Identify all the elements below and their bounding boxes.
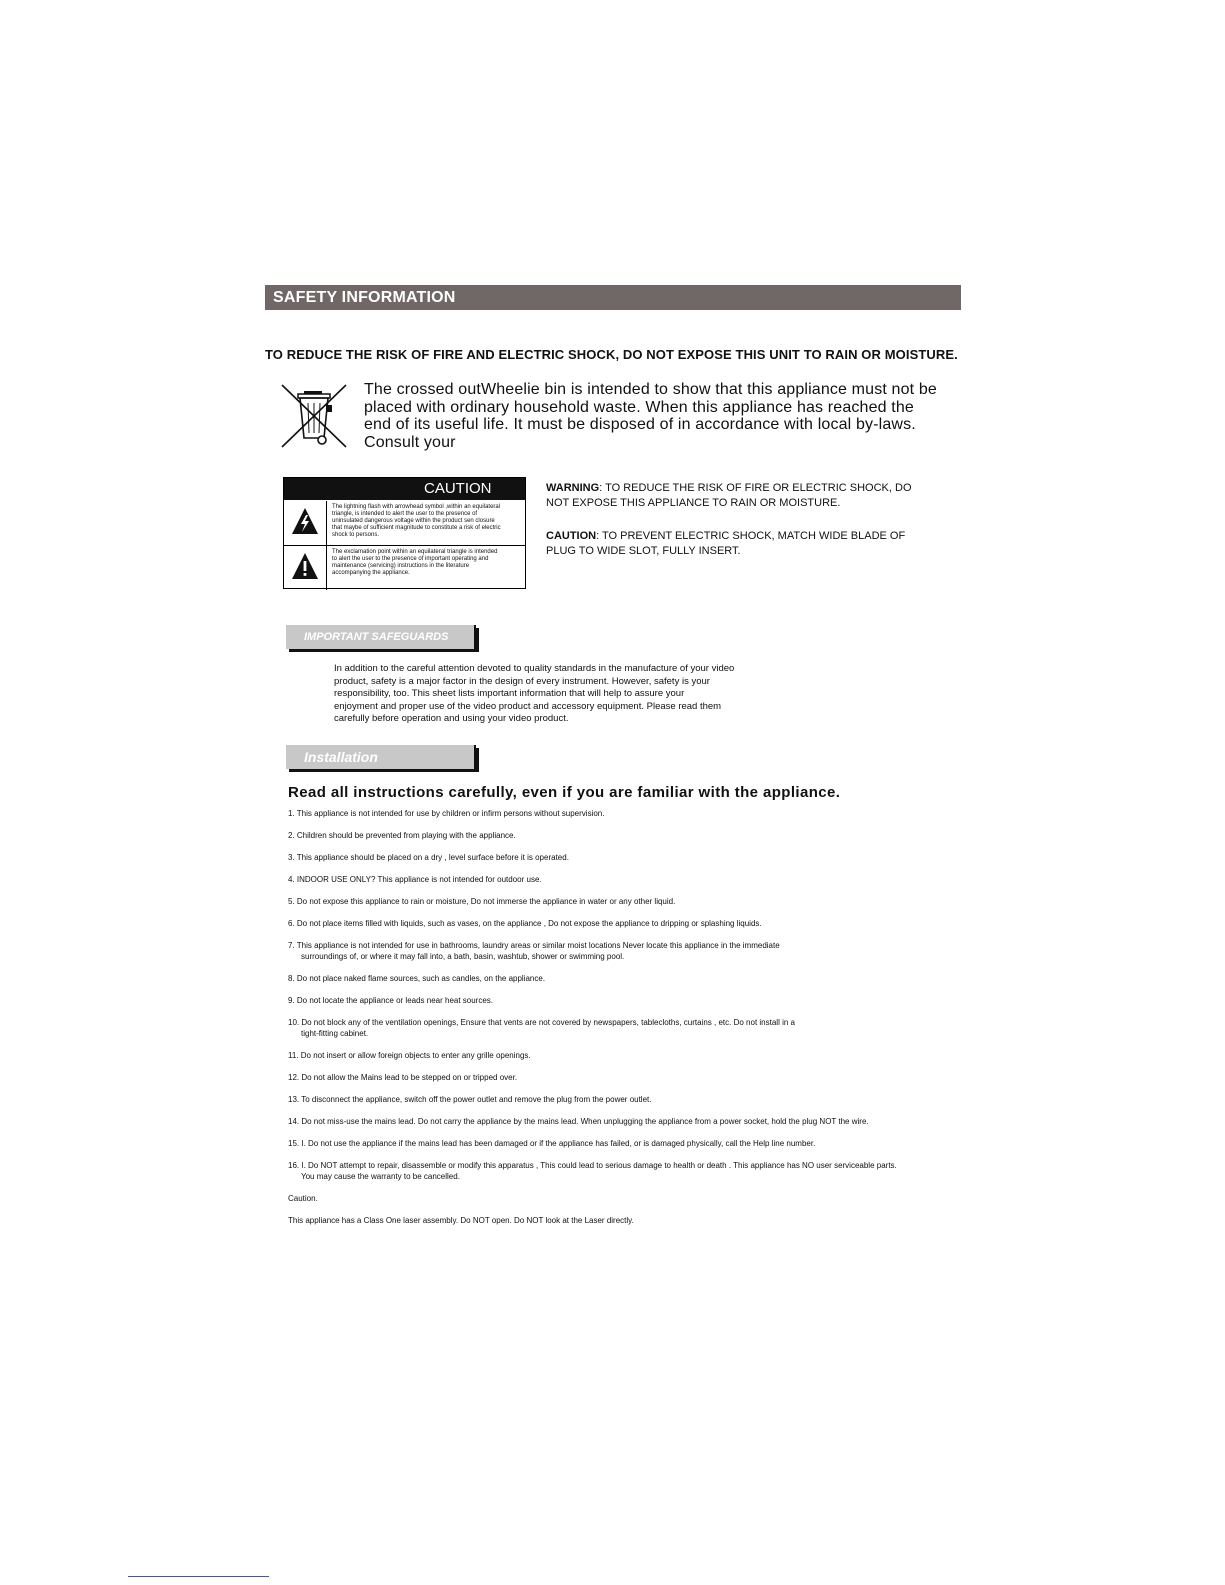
- installation-heading: Installation: [286, 745, 476, 769]
- list-item: 14. Do not miss-use the mains lead. Do not carry the appliance by the mains lead. When unplugging the appliance from a power socket, hold the plug NOT the wire.: [288, 1117, 869, 1126]
- section-header: SAFETY INFORMATION: [265, 285, 961, 310]
- read-instructions-heading: Read all instructions carefully, even if you are familiar with the appliance.: [288, 784, 841, 801]
- warning-statement: WARNING: TO REDUCE THE RISK OF FIRE OR ELECTRIC SHOCK, DO NOT EXPOSE THIS APPLIANCE TO RAIN OR MOISTURE.: [546, 482, 912, 509]
- footer-rule: [128, 1576, 269, 1577]
- list-item: This appliance has a Class One laser assembly. Do NOT open. Do NOT look at the Laser directly.: [288, 1216, 634, 1225]
- list-item: 1. This appliance is not intended for use by children or infirm persons without supervision.: [288, 809, 605, 818]
- caution-statement: CAUTION: TO PREVENT ELECTRIC SHOCK, MATCH WIDE BLADE OF PLUG TO WIDE SLOT, FULLY INSERT.: [546, 530, 906, 557]
- lightning-warning-triangle-icon: [291, 507, 319, 535]
- caution-row-lightning: [284, 501, 525, 546]
- weee-line: placed with ordinary household waste. When this appliance has reached the: [364, 398, 914, 416]
- weee-line: The crossed outWheelie bin is intended to show that this appliance must not be: [364, 381, 937, 398]
- list-item: 9. Do not locate the appliance or leads near heat sources.: [288, 996, 494, 1005]
- exclamation-description: The exclamation point within an equilateral triangle is intended to alert the user to the presence of important operating and maintenance (servicing) instructions in the literature accompanying the appliance.: [332, 549, 498, 576]
- main-warning-text: TO REDUCE THE RISK OF FIRE AND ELECTRIC SHOCK, DO NOT EXPOSE THIS UNIT TO RAIN OR MOISTURE.: [265, 347, 958, 362]
- caution-box-title: CAUTION: [284, 478, 525, 500]
- important-safeguards-heading: IMPORTANT SAFEGUARDS: [286, 625, 476, 649]
- list-item: 2. Children should be prevented from playing with the appliance.: [288, 831, 516, 840]
- exclamation-warning-triangle-icon: [291, 552, 319, 580]
- safeguards-paragraph: In addition to the careful attention devoted to quality standards in the manufacture of your video product, safety is a major factor in the design of every instrument. However, safety is your responsibility, too. This sheet lists important information that will help to assure your enjoyment and proper use of the video product and accessory equipment. Please read them carefully before operation and using your video product.: [334, 663, 735, 725]
- lightning-description: The lightning flash with arrowhead symbol ,within an equilateral triangle, is intended to alert the user to the presence of uninsulated dangerous voltage within the product sen closure that maybe of sufficient magnitude to constitute a risk of electric shock to persons.: [332, 504, 501, 538]
- weee-line: Consult your: [364, 433, 456, 451]
- list-item: 5. Do not expose this appliance to rain or moisture, Do not immerse the appliance in water or any other liquid.: [288, 897, 676, 906]
- crossed-out-wheelie-bin-icon: [280, 383, 350, 449]
- list-item: 13. To disconnect the appliance, switch off the power outlet and remove the plug from the power outlet.: [288, 1095, 652, 1104]
- list-item: 4. INDOOR USE ONLY? This appliance is not intended for outdoor use.: [288, 875, 542, 884]
- list-item: 3. This appliance should be placed on a dry , level surface before it is operated.: [288, 853, 569, 862]
- list-item: 12. Do not allow the Mains lead to be stepped on or tripped over.: [288, 1073, 518, 1082]
- caution-row-exclamation: [284, 546, 525, 590]
- list-item: 11. Do not insert or allow foreign objects to enter any grille openings.: [288, 1051, 531, 1060]
- caution-label-box: [283, 477, 526, 589]
- list-item: 16. I. Do NOT attempt to repair, disassemble or modify this apparatus , This could lead to serious damage to health or death . This appliance has NO user serviceable parts. You may cause the warranty to be cancelled.: [288, 1161, 897, 1181]
- weee-line: end of its useful life. It must be disposed of in accordance with local by-laws.: [364, 416, 916, 433]
- list-item: 8. Do not place naked flame sources, such as candles, on the appliance.: [288, 974, 546, 983]
- list-item: 15. I. Do not use the appliance if the mains lead has been damaged or if the appliance has failed, or is damaged physically, call the Help line number.: [288, 1139, 816, 1148]
- weee-disposal-text: [364, 381, 964, 451]
- list-item: 6. Do not place items filled with liquids, such as vases, on the appliance , Do not expose the appliance to dripping or splashing liquids.: [288, 919, 762, 928]
- list-item: 7. This appliance is not intended for use in bathrooms, laundry areas or similar moist locations Never locate this appliance in the immediate surroundings of, or where it may fall into, a bath, basin, washtub, shower or swimming pool.: [288, 941, 780, 961]
- list-item: 10. Do not block any of the ventilation openings, Ensure that vents are not covered by newspapers, tablecloths, curtains , etc. Do not install in a tight-fitting cabinet.: [288, 1018, 795, 1038]
- list-item: Caution.: [288, 1194, 318, 1203]
